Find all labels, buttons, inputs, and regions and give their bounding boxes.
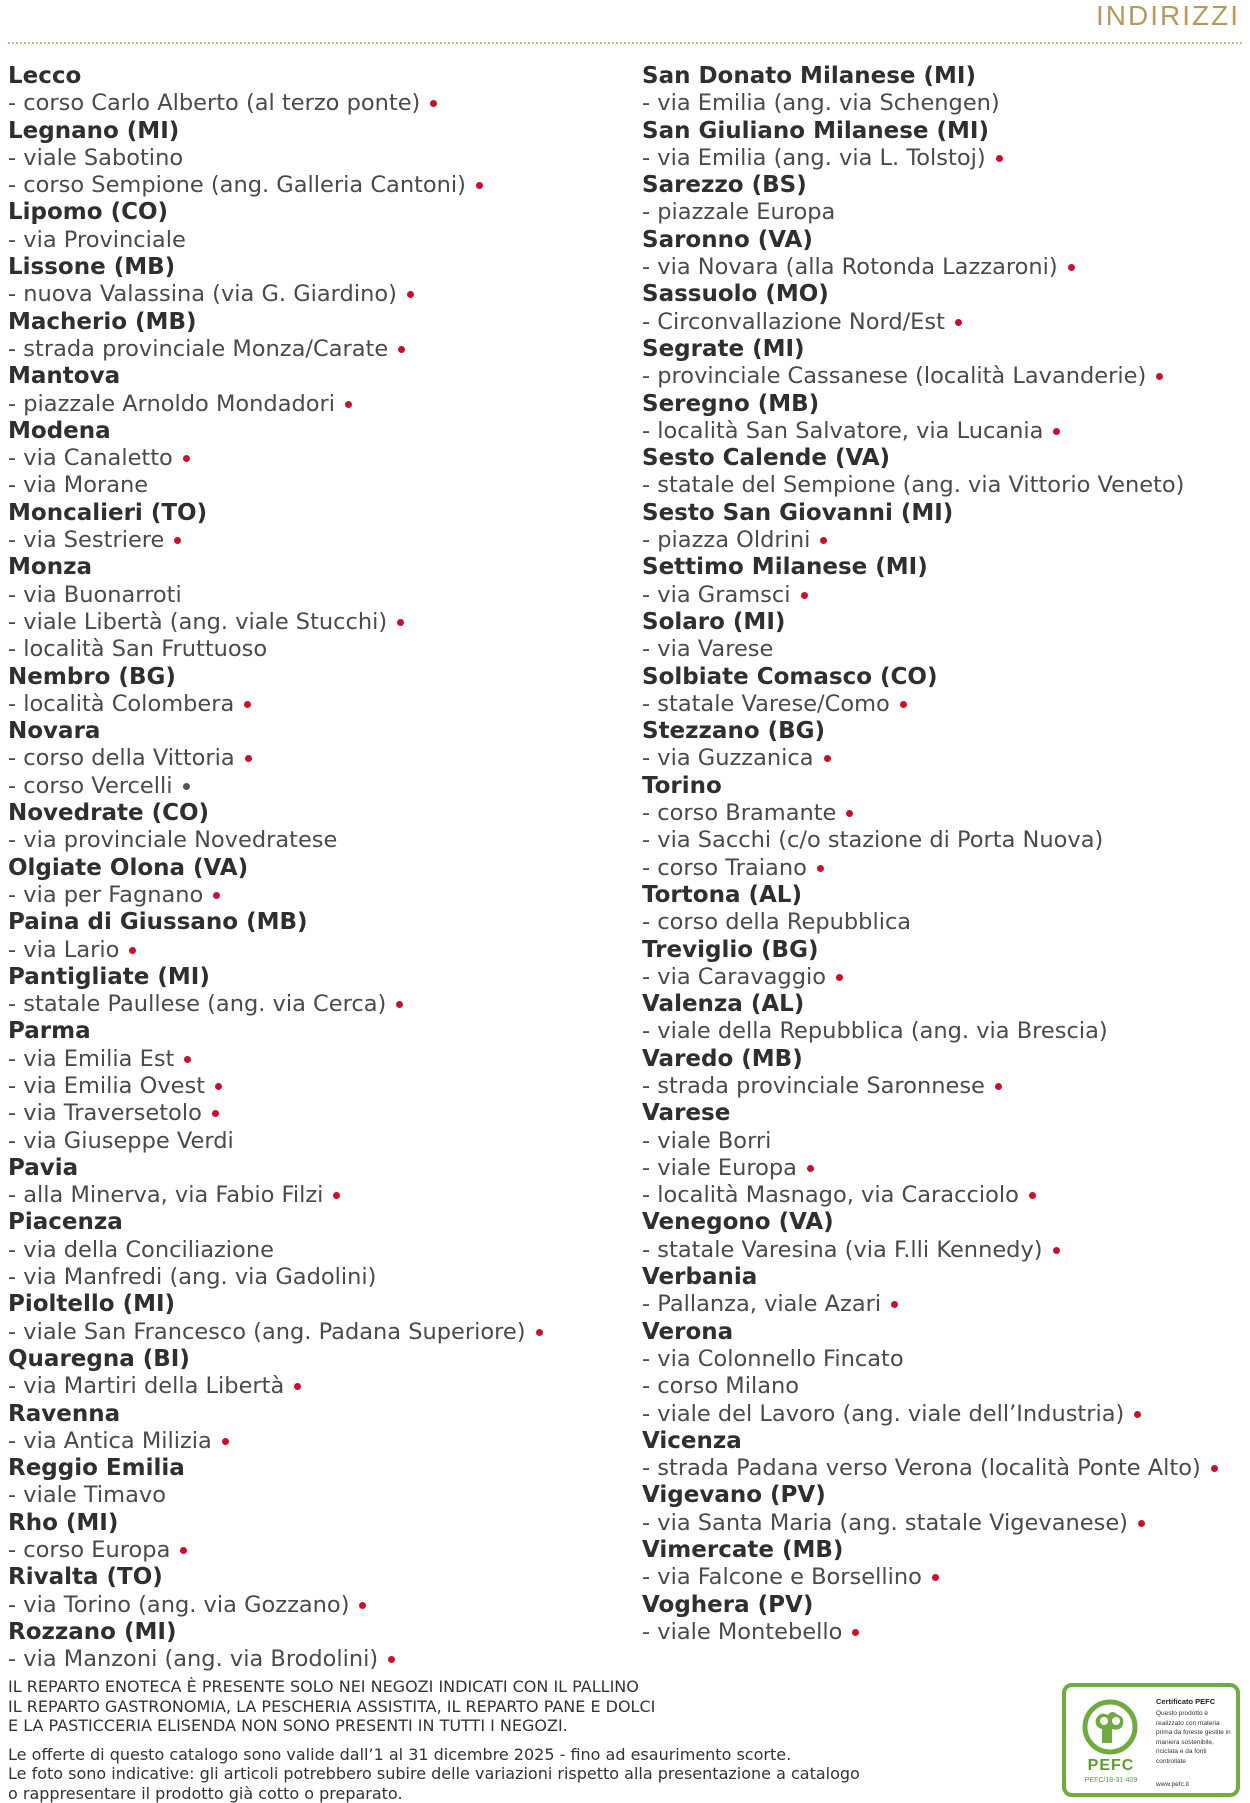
store-list-left: [8, 63, 628, 1674]
store-city: Vimercate (MB): [642, 1537, 1242, 1564]
store-address: [642, 199, 1242, 226]
store-address: [8, 1264, 628, 1291]
store-address-text: - viale Montebello: [642, 1619, 842, 1645]
store-address: [8, 336, 628, 363]
store-city: Ravenna: [8, 1401, 628, 1428]
store-address: [8, 1073, 628, 1100]
pefc-code: PEFC/18-31-409: [1076, 1777, 1146, 1784]
store-address: [642, 909, 1242, 936]
store-address-text: - via Martiri della Libertà: [8, 1373, 284, 1399]
wine-shop-dot-icon: [476, 182, 483, 189]
notice-line: E LA PASTICCERIA ELISENDA NON SONO PRESENTI IN TUTTI I NEGOZI.: [8, 1716, 1048, 1736]
store-city: Solbiate Comasco (CO): [642, 664, 1242, 691]
store-address: [642, 691, 1242, 718]
store-address-text: - viale Borri: [642, 1128, 771, 1154]
store-city: Macherio (MB): [8, 309, 628, 336]
store-address-text: - piazzale Arnoldo Mondadori: [8, 391, 335, 417]
store-address: [642, 1155, 1242, 1182]
store-city: Valenza (AL): [642, 991, 1242, 1018]
wine-shop-dot-icon: [932, 1574, 939, 1581]
store-city: Tortona (AL): [642, 882, 1242, 909]
store-address-text: - alla Minerva, via Fabio Filzi: [8, 1182, 323, 1208]
store-address: [8, 691, 628, 718]
store-address-text: - nuova Valassina (via G. Giardino): [8, 281, 397, 307]
store-address-text: - strada Padana verso Verona (località Ponte Alto): [642, 1455, 1201, 1481]
store-city: Torino: [642, 773, 1242, 800]
wine-shop-dot-icon: [1053, 1247, 1060, 1254]
wine-shop-dot-icon: [388, 1656, 395, 1663]
store-city: Lissone (MB): [8, 254, 628, 281]
store-address: [8, 1100, 628, 1127]
store-address-text: - via Provinciale: [8, 227, 186, 253]
wine-shop-dot-icon: [183, 455, 190, 462]
store-city: Moncalieri (TO): [8, 500, 628, 527]
store-address: [8, 1428, 628, 1455]
store-address-text: - strada provinciale Saronnese: [642, 1073, 985, 1099]
store-address-text: - via Novara (alla Rotonda Lazzaroni): [642, 254, 1058, 280]
store-address: [8, 1237, 628, 1264]
store-address: [8, 172, 628, 199]
store-city: Verona: [642, 1319, 1242, 1346]
store-address-text: - località San Salvatore, via Lucania: [642, 418, 1043, 444]
store-address: [8, 1046, 628, 1073]
store-address: [8, 1537, 628, 1564]
store-address-text: - corso Traiano: [642, 855, 807, 881]
store-address-text: - via Guzzanica: [642, 745, 814, 771]
store-address-text: - strada provinciale Monza/Carate: [8, 336, 388, 362]
store-address: [642, 964, 1242, 991]
wine-shop-dot-icon: [180, 1547, 187, 1554]
store-address: [8, 1482, 628, 1509]
store-address-text: - via Buonarroti: [8, 582, 182, 608]
store-address-text: - via Gramsci: [642, 582, 791, 608]
wine-shop-dot-icon: [397, 619, 404, 626]
store-address-text: - viale della Repubblica (ang. via Brescia): [642, 1018, 1108, 1044]
wine-shop-dot-icon: [244, 701, 251, 708]
store-address-text: - via provinciale Novedratese: [8, 827, 337, 853]
notice-line: IL REPARTO GASTRONOMIA, LA PESCHERIA ASSISTITA, IL REPARTO PANE E DOLCI: [8, 1697, 1048, 1717]
notice-line: IL REPARTO ENOTECA È PRESENTE SOLO NEI NEGOZI INDICATI CON IL PALLINO: [8, 1677, 1048, 1697]
store-address-text: - via Torino (ang. via Gozzano): [8, 1592, 349, 1618]
store-address-text: - viale Libertà (ang. viale Stucchi): [8, 609, 387, 635]
store-city: Quaregna (BI): [8, 1346, 628, 1373]
store-city: Monza: [8, 554, 628, 581]
store-address: [642, 1346, 1242, 1373]
store-list-right: [642, 63, 1242, 1646]
wine-shop-dot-icon: [807, 1165, 814, 1172]
store-address-text: - corso Milano: [642, 1373, 799, 1399]
store-address: [8, 472, 628, 499]
store-address: [642, 1182, 1242, 1209]
store-city: Rivalta (TO): [8, 1564, 628, 1591]
notice-line: Le offerte di questo catalogo sono valide dall’1 al 31 dicembre 2025 - fino ad esaurimento scorte.: [8, 1745, 1048, 1765]
header-divider: [8, 42, 1242, 44]
store-city: Modena: [8, 418, 628, 445]
store-address-text: - via Canaletto: [8, 445, 173, 471]
store-address: [642, 527, 1242, 554]
store-address: [642, 800, 1242, 827]
store-address: [642, 1018, 1242, 1045]
wine-shop-dot-icon: [536, 1329, 543, 1336]
wine-shop-dot-icon: [398, 346, 405, 353]
store-address: [8, 145, 628, 172]
wine-shop-dot-icon: [1134, 1411, 1141, 1418]
store-city: Pioltello (MI): [8, 1291, 628, 1318]
wine-shop-dot-icon: [213, 892, 220, 899]
store-address-text: - corso Carlo Alberto (al terzo ponte): [8, 90, 420, 116]
store-address: [642, 418, 1242, 445]
store-address: [642, 827, 1242, 854]
store-address: [8, 1182, 628, 1209]
wine-shop-dot-icon: [900, 701, 907, 708]
store-address: [642, 1373, 1242, 1400]
page-title: INDIRIZZI: [1096, 0, 1240, 32]
store-address-text: - Circonvallazione Nord/Est: [642, 309, 945, 335]
store-address: [8, 636, 628, 663]
store-address-text: - corso Bramante: [642, 800, 836, 826]
store-city: Olgiate Olona (VA): [8, 855, 628, 882]
store-address: [642, 1564, 1242, 1591]
store-address-text: - via Antica Milizia: [8, 1428, 212, 1454]
store-address: [8, 527, 628, 554]
store-address-text: - via della Conciliazione: [8, 1237, 274, 1263]
store-city: Vigevano (PV): [642, 1482, 1242, 1509]
store-city: Mantova: [8, 363, 628, 390]
store-address: [642, 363, 1242, 390]
wine-shop-dot-icon: [820, 537, 827, 544]
store-address: [642, 90, 1242, 117]
store-address: [8, 991, 628, 1018]
store-address: [8, 227, 628, 254]
notice-line: Le foto sono indicative: gli articoli potrebbero subire delle variazioni rispetto alla presentazione a catalogo: [8, 1764, 1048, 1784]
wine-shop-dot-icon: [184, 1056, 191, 1063]
wine-shop-dot-icon: [212, 1110, 219, 1117]
store-address-text: - statale Varesina (via F.lli Kennedy): [642, 1237, 1043, 1263]
store-address: [8, 391, 628, 418]
store-address-text: - via Traversetolo: [8, 1100, 202, 1126]
store-city: San Giuliano Milanese (MI): [642, 118, 1242, 145]
store-city: Pantigliate (MI): [8, 964, 628, 991]
store-address-text: - via Emilia (ang. via L. Tolstoj): [642, 145, 986, 171]
store-city: Verbania: [642, 1264, 1242, 1291]
wine-shop-dot-icon: [801, 592, 808, 599]
store-city: Novara: [8, 718, 628, 745]
store-address-text: - via Caravaggio: [642, 964, 826, 990]
wine-shop-dot-icon: [1211, 1465, 1218, 1472]
store-address: [642, 1455, 1242, 1482]
store-city: Lecco: [8, 63, 628, 90]
store-city: San Donato Milanese (MI): [642, 63, 1242, 90]
store-city: Legnano (MI): [8, 118, 628, 145]
store-address-text: - via Sacchi (c/o stazione di Porta Nuova): [642, 827, 1103, 853]
store-address-text: - Pallanza, viale Azari: [642, 1291, 881, 1317]
store-address-text: - via per Fagnano: [8, 882, 203, 908]
store-address: [642, 472, 1242, 499]
store-city: Reggio Emilia: [8, 1455, 628, 1482]
store-address-text: - via Santa Maria (ang. statale Vigevanese): [642, 1510, 1128, 1536]
wine-shop-dot-icon: [996, 155, 1003, 162]
store-address-text: - corso Vercelli: [8, 773, 173, 799]
pefc-tree-icon: [1080, 1699, 1140, 1755]
store-city: Segrate (MI): [642, 336, 1242, 363]
store-address: [642, 582, 1242, 609]
store-city: Rozzano (MI): [8, 1619, 628, 1646]
store-address: [8, 827, 628, 854]
wine-shop-dot-icon: [407, 291, 414, 298]
store-address: [642, 1073, 1242, 1100]
store-address: [8, 1319, 628, 1346]
wine-shop-dot-icon: [333, 1192, 340, 1199]
store-city: Saronno (VA): [642, 227, 1242, 254]
store-city: Rho (MI): [8, 1510, 628, 1537]
store-address: [642, 145, 1242, 172]
store-city: Venegono (VA): [642, 1209, 1242, 1236]
store-city: Solaro (MI): [642, 609, 1242, 636]
pefc-title: Certificato PEFC: [1156, 1697, 1215, 1706]
wine-shop-dot-icon: [215, 1083, 222, 1090]
store-address-text: - via Giuseppe Verdi: [8, 1128, 234, 1154]
pefc-url: www.pefc.it: [1156, 1781, 1189, 1788]
store-city: Pavia: [8, 1155, 628, 1182]
store-address: [8, 582, 628, 609]
store-address-text: - via Falcone e Borsellino: [642, 1564, 922, 1590]
wine-shop-dot-icon: [824, 755, 831, 762]
store-address-text: - viale Sabotino: [8, 145, 183, 171]
store-address: [642, 1401, 1242, 1428]
notice-line: o rappresentare il prodotto già cotto o preparato.: [8, 1784, 1048, 1803]
store-address: [642, 1619, 1242, 1646]
wine-shop-dot-icon: [1156, 373, 1163, 380]
wine-shop-dot-icon: [1068, 264, 1075, 271]
wine-shop-dot-icon: [891, 1301, 898, 1308]
store-city: Sassuolo (MO): [642, 281, 1242, 308]
store-address: [8, 773, 628, 800]
store-address-text: - viale Timavo: [8, 1482, 166, 1508]
store-address-text: - via Morane: [8, 472, 148, 498]
store-address-text: - località Colombera: [8, 691, 234, 717]
store-address-text: - corso Sempione (ang. Galleria Cantoni): [8, 172, 466, 198]
store-address: [8, 90, 628, 117]
store-address: [8, 1592, 628, 1619]
store-address: [642, 254, 1242, 281]
store-city: Seregno (MB): [642, 391, 1242, 418]
store-address-text: - corso Europa: [8, 1537, 170, 1563]
store-address: [642, 855, 1242, 882]
store-city: Treviglio (BG): [642, 937, 1242, 964]
store-address-text: - statale del Sempione (ang. via Vittorio Veneto): [642, 472, 1184, 498]
wine-shop-dot-icon: [1138, 1520, 1145, 1527]
store-address: [642, 1128, 1242, 1155]
store-city: Paina di Giussano (MB): [8, 909, 628, 936]
store-address: [642, 636, 1242, 663]
store-address-text: - via Emilia Est: [8, 1046, 174, 1072]
store-address-text: - via Sestriere: [8, 527, 164, 553]
store-address: [8, 937, 628, 964]
store-city: Novedrate (CO): [8, 800, 628, 827]
store-address: [642, 745, 1242, 772]
store-address-text: - via Manzoni (ang. via Brodolini): [8, 1646, 378, 1672]
store-address-text: - via Colonnello Fincato: [642, 1346, 904, 1372]
store-address-text: - viale del Lavoro (ang. viale dell’Industria): [642, 1401, 1124, 1427]
store-address-text: - via Lario: [8, 937, 119, 963]
store-address: [8, 445, 628, 472]
pefc-logo-word: PEFC: [1076, 1757, 1146, 1775]
wine-shop-dot-icon: [1053, 428, 1060, 435]
wine-shop-dot-icon: [359, 1602, 366, 1609]
store-address-text: - corso della Vittoria: [8, 745, 235, 771]
wine-shop-dot-icon: [129, 947, 136, 954]
store-city: Sesto Calende (VA): [642, 445, 1242, 472]
wine-shop-dot-icon: [294, 1383, 301, 1390]
store-address-text: - provinciale Cassanese (località Lavanderie): [642, 363, 1146, 389]
pefc-certification-badge: [1062, 1683, 1240, 1797]
wine-shop-dot-icon: [183, 783, 190, 790]
wine-shop-dot-icon: [174, 537, 181, 544]
wine-shop-dot-icon: [222, 1438, 229, 1445]
store-address: [642, 1510, 1242, 1537]
store-address-text: - statale Paullese (ang. via Cerca): [8, 991, 386, 1017]
store-city: Piacenza: [8, 1209, 628, 1236]
wine-shop-dot-icon: [995, 1083, 1002, 1090]
store-city: Sarezzo (BS): [642, 172, 1242, 199]
wine-shop-dot-icon: [955, 319, 962, 326]
store-address-text: - località Masnago, via Caracciolo: [642, 1182, 1019, 1208]
wine-shop-dot-icon: [345, 401, 352, 408]
store-city: Nembro (BG): [8, 664, 628, 691]
store-address: [8, 1646, 628, 1673]
store-address-text: - località San Fruttuoso: [8, 636, 267, 662]
store-address-text: - via Manfredi (ang. via Gadolini): [8, 1264, 376, 1290]
wine-shop-dot-icon: [396, 1001, 403, 1008]
store-city: Settimo Milanese (MI): [642, 554, 1242, 581]
store-address: [8, 1128, 628, 1155]
store-address-text: - corso della Repubblica: [642, 909, 911, 935]
store-address: [8, 1373, 628, 1400]
store-address: [642, 309, 1242, 336]
store-address: [8, 281, 628, 308]
store-address-text: - viale Europa: [642, 1155, 797, 1181]
store-city: Voghera (PV): [642, 1592, 1242, 1619]
store-city: Varese: [642, 1100, 1242, 1127]
pefc-description: Questo prodotto è realizzato con materia prima da foreste gestite in maniera sostenibile, riciclata e da fonti controllate: [1156, 1709, 1236, 1766]
wine-shop-dot-icon: [245, 755, 252, 762]
store-address: [642, 1291, 1242, 1318]
store-address: [8, 882, 628, 909]
store-city: Sesto San Giovanni (MI): [642, 500, 1242, 527]
store-city: Parma: [8, 1018, 628, 1045]
wine-shop-dot-icon: [430, 100, 437, 107]
store-address-text: - via Varese: [642, 636, 773, 662]
store-city: Stezzano (BG): [642, 718, 1242, 745]
store-address: [642, 1237, 1242, 1264]
wine-shop-dot-icon: [852, 1629, 859, 1636]
wine-shop-dot-icon: [1029, 1192, 1036, 1199]
store-address-text: - piazza Oldrini: [642, 527, 810, 553]
store-address-text: - viale San Francesco (ang. Padana Superiore): [8, 1319, 526, 1345]
store-address-text: - via Emilia Ovest: [8, 1073, 205, 1099]
wine-shop-dot-icon: [836, 974, 843, 981]
footer-notice: [8, 1677, 1048, 1803]
store-address-text: - statale Varese/Como: [642, 691, 890, 717]
store-city: Varedo (MB): [642, 1046, 1242, 1073]
wine-shop-dot-icon: [846, 810, 853, 817]
store-address-text: - via Emilia (ang. via Schengen): [642, 90, 1000, 116]
store-address: [8, 745, 628, 772]
store-address-text: - piazzale Europa: [642, 199, 835, 225]
wine-shop-dot-icon: [817, 865, 824, 872]
store-city: Lipomo (CO): [8, 199, 628, 226]
store-city: Vicenza: [642, 1428, 1242, 1455]
store-address: [8, 609, 628, 636]
